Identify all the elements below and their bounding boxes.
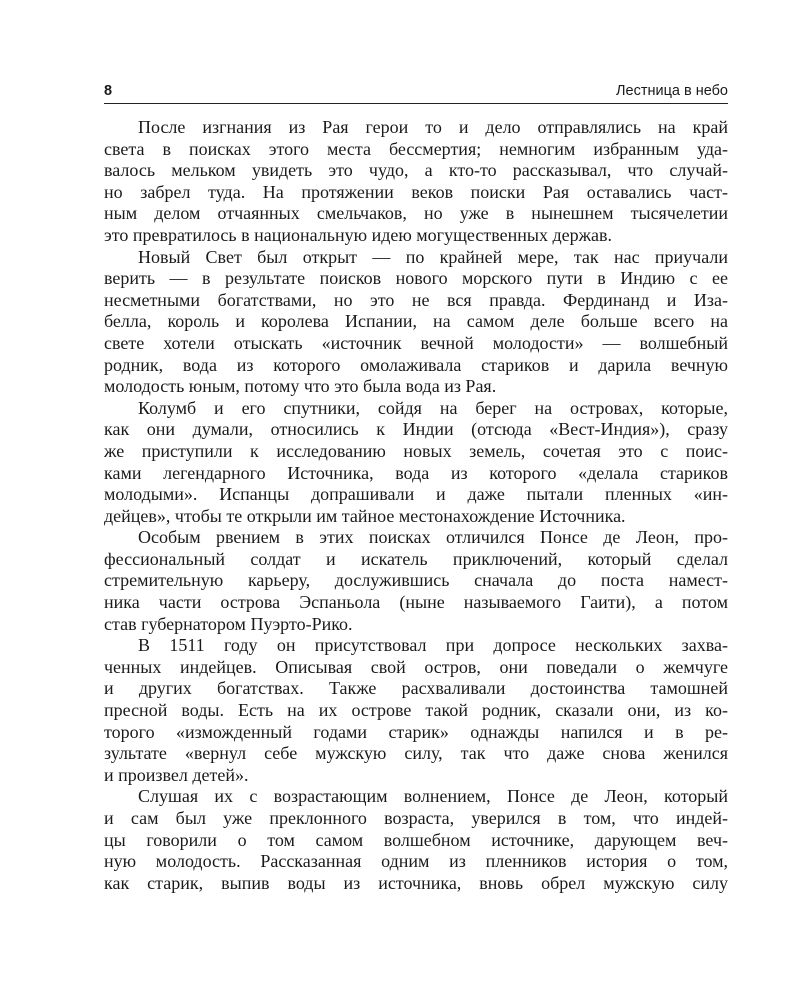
text-line: молодость юным, потому что это была вода из Рая.: [104, 376, 497, 397]
text-line: несметными богатствами, но это не вся правда. Фердинанд и Иза-: [104, 289, 728, 310]
book-title: Лестница в небо: [616, 83, 728, 99]
header-rule: [104, 103, 728, 104]
text-line: пресной воды. Есть на их острове такой родник, сказали они, из ко-: [104, 700, 728, 721]
text-line: После изгнания из Рая герои то и дело отправлялись на край: [138, 117, 728, 137]
text-line: цы говорили о том самом волшебном источнике, дарующем веч-: [104, 829, 728, 850]
body-text: [104, 117, 728, 894]
text-line: но забрел туда. На протяжении веков поиски Рая оставались част-: [104, 181, 728, 202]
text-line: ками легендарного Источника, вода из которого «делала стариков: [104, 462, 728, 483]
text-line: как они думали, относились к Индии (отсюда «Вест-Индия»), сразу: [104, 419, 728, 440]
text-line: Колумб и его спутники, сойдя на берег на островах, которые,: [138, 397, 728, 418]
text-line: Новый Свет был открыт — по крайней мере, так нас приучали: [138, 246, 728, 267]
page-number: 8: [104, 83, 113, 99]
text-line: Слушая их с возрастающим волнением, Понсе де Леон, который: [138, 786, 728, 807]
text-line: же приступили к исследованию новых земель, сочетая это с поис-: [104, 440, 728, 461]
text-line: Особым рвением в этих поисках отличился Понсе де Леон, про-: [138, 527, 728, 548]
text-line: став губернатором Пуэрто-Рико.: [104, 613, 353, 634]
text-line: ника части острова Эспаньола (ныне называемого Гаити), а потом: [104, 592, 728, 613]
text-line: и других богатствах. Также расхваливали достоинства тамошней: [104, 678, 728, 699]
text-line: стремительную карьеру, дослужившись сначала до поста намест-: [104, 570, 728, 591]
text-line: дейцев», чтобы те открыли им тайное местонахождение Источника.: [104, 505, 626, 526]
text-line: света в поисках этого места бессмертия; немногим избранным уда-: [104, 138, 728, 159]
text-line: молодыми». Испанцы допрашивали и даже пытали пленных «ин-: [104, 484, 728, 505]
text-line: это превратилось в национальную идею могущественных держав.: [104, 224, 613, 245]
text-line: ченных индейцев. Описывая свой остров, они поведали о жемчуге: [104, 656, 728, 677]
text-line: верить — в результате поисков нового морского пути в Индию с ее: [104, 268, 728, 289]
text-line: и произвел детей».: [104, 764, 249, 785]
running-head: [104, 81, 728, 103]
text-line: родник, вода из которого омолаживала стариков и дарила вечную: [104, 354, 728, 375]
text-line: как старик, выпив воды из источника, вновь обрел мужскую силу: [104, 872, 728, 893]
text-line: В 1511 году он присутствовал при допросе нескольких захва-: [138, 635, 728, 656]
text-line: белла, король и королева Испании, на самом деле больше всего на: [104, 311, 728, 332]
text-line: валось мельком увидеть это чудо, а кто-то рассказывал, что случай-: [104, 160, 728, 181]
text-line: зультате «вернул себе мужскую силу, так что даже снова женился: [104, 743, 728, 764]
text-line: ным делом отчаянных смельчаков, но уже в нынешнем тысячелетии: [104, 203, 728, 224]
text-line: торого «изможденный годами старик» однажды напился и в ре-: [104, 721, 728, 742]
text-line: фессиональный солдат и искатель приключений, который сделал: [104, 548, 728, 569]
text-line: свете хотели отыскать «источник вечной молодости» — волшебный: [104, 332, 728, 353]
text-line: ную молодость. Рассказанная одним из пленников история о том,: [104, 851, 728, 872]
text-line: и сам был уже преклонного возраста, уверился в том, что индей-: [104, 808, 728, 828]
